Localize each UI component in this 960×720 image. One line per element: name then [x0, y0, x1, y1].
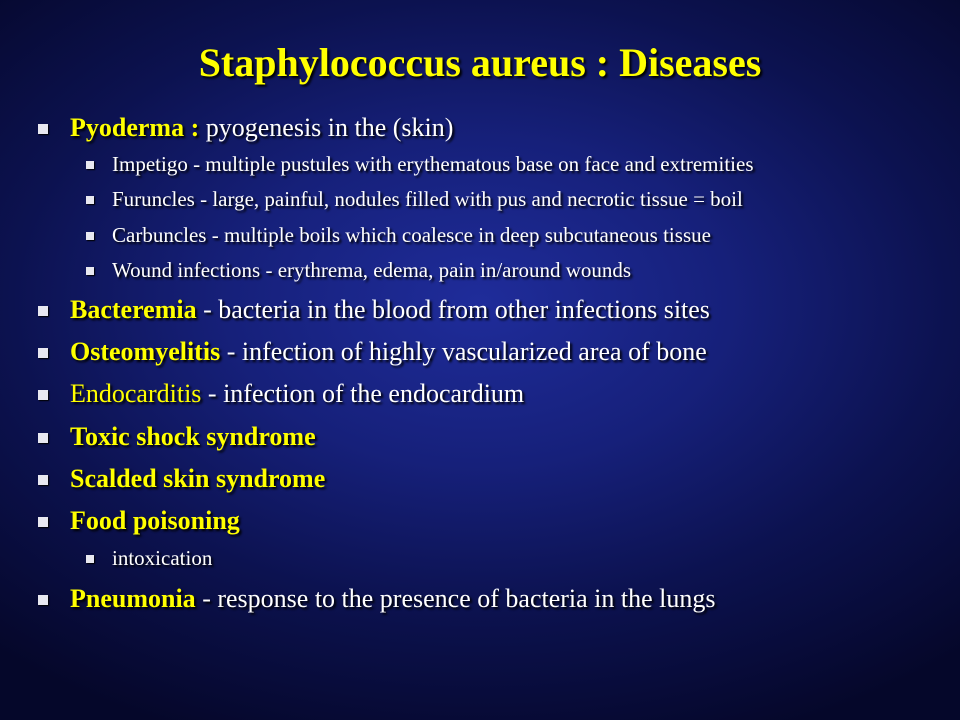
sub-item-text: intoxication: [112, 546, 213, 570]
list-item-endocarditis: [38, 378, 524, 410]
sub-item-text: Wound infections - erythrema, edema, pain in/around wounds: [112, 258, 632, 282]
list-item-food-poisoning: [38, 505, 240, 537]
square-bullet-icon: [86, 161, 94, 169]
square-bullet-icon: [86, 267, 94, 275]
list-item-pneumonia: [38, 583, 716, 615]
term-description: - response to the presence of bacteria in the lungs: [195, 584, 716, 613]
square-bullet-icon: [86, 555, 94, 563]
term-description: pyogenesis in the (skin): [199, 113, 454, 142]
list-item-toxic-shock: [38, 421, 316, 453]
list-item-impetigo: [86, 151, 754, 177]
list-item-bacteremia: [38, 294, 710, 326]
list-item-osteomyelitis: [38, 336, 707, 368]
sub-item-text: Furuncles - large, painful, nodules filled with pus and necrotic tissue = boil: [112, 187, 743, 211]
list-item-scalded-skin: [38, 463, 325, 495]
term-label: Bacteremia: [70, 295, 197, 324]
square-bullet-icon: [38, 306, 48, 316]
list-item-intoxication: [86, 545, 212, 571]
term-label: Toxic shock syndrome: [70, 422, 316, 451]
square-bullet-icon: [38, 390, 48, 400]
sub-item-text: Carbuncles - multiple boils which coalesce in deep subcutaneous tissue: [112, 223, 711, 247]
term-label: Food poisoning: [70, 506, 240, 535]
sub-item-text: Impetigo - multiple pustules with erythematous base on face and extremities: [112, 152, 754, 176]
square-bullet-icon: [38, 517, 48, 527]
term-label: Scalded skin syndrome: [70, 464, 326, 493]
square-bullet-icon: [86, 196, 94, 204]
term-label: Endocarditis: [70, 379, 202, 408]
square-bullet-icon: [38, 124, 48, 134]
slide-title: Staphylococcus aureus : Diseases: [198, 40, 762, 85]
list-item-furuncles: [86, 186, 743, 212]
square-bullet-icon: [38, 595, 48, 605]
term-label: Osteomyelitis: [70, 337, 221, 366]
square-bullet-icon: [38, 348, 48, 358]
term-description: - infection of the endocardium: [201, 379, 525, 408]
square-bullet-icon: [38, 433, 48, 443]
list-item-carbuncles: [86, 222, 711, 248]
term-label: Pyoderma :: [70, 113, 200, 142]
square-bullet-icon: [86, 232, 94, 240]
term-label: Pneumonia: [70, 584, 196, 613]
list-item-pyoderma: [38, 112, 453, 144]
list-item-wound-infections: [86, 257, 631, 283]
term-description: - infection of highly vascularized area of bone: [220, 337, 707, 366]
square-bullet-icon: [38, 475, 48, 485]
term-description: - bacteria in the blood from other infections sites: [196, 295, 710, 324]
